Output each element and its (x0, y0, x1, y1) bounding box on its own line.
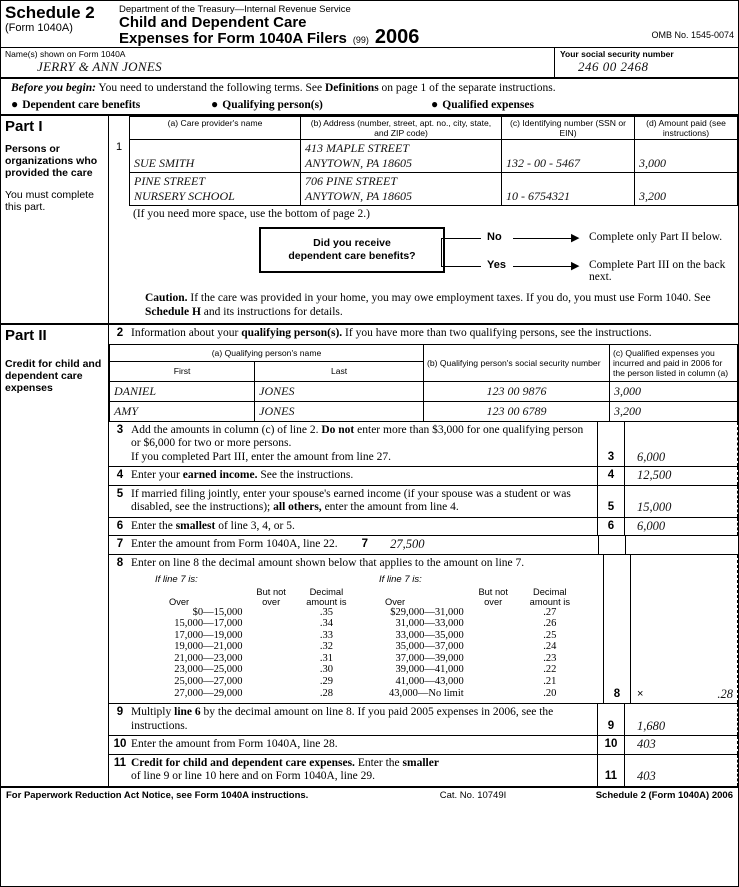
lead-line-no-2 (513, 238, 573, 239)
arrow-icon: ▶ (571, 260, 580, 272)
dec-value-l0: .35 (319, 606, 333, 618)
bullet-icon: ● (431, 97, 439, 111)
dec-value-r6: .21 (543, 676, 557, 688)
dec-value-r7: .20 (543, 687, 557, 699)
dec-range-l1: 15,000—17,000 (174, 618, 243, 630)
line-7-amount-spacer (625, 536, 738, 554)
line-11-row (109, 754, 738, 786)
form-title-line1: Child and Dependent Care (119, 14, 307, 31)
line-9-box-number: 9 (597, 704, 624, 735)
decimal-left-column (155, 573, 355, 699)
line-6-row (109, 517, 738, 536)
table-row (109, 173, 738, 206)
q-last-header: Last (255, 361, 424, 381)
form-title-block (113, 4, 614, 47)
part-1-label (1, 116, 109, 323)
qperson-2-ssn[interactable]: 123 00 6789 (423, 401, 609, 421)
provider-2-name[interactable] (130, 173, 301, 206)
definitions-bold: Definitions (325, 82, 379, 94)
provider-1-name[interactable]: SUE SMITH (130, 140, 301, 173)
qperson-2-last[interactable]: JONES (255, 401, 424, 421)
dec-value-l2: .33 (319, 629, 333, 641)
name-value: JERRY & ANN JONES (37, 59, 162, 74)
line-7-amount[interactable]: 27,500 (390, 537, 425, 551)
dec-value-l1: .34 (319, 618, 333, 630)
dec-over-header: Over (169, 596, 190, 607)
care-provider-table (109, 116, 738, 206)
provider-1-address[interactable] (301, 140, 502, 173)
provider-2-name-line1: PINE STREET (134, 174, 205, 188)
dec-range-r3: 35,000—37,000 (395, 641, 464, 653)
provider-2-id[interactable]: 10 - 6754321 (502, 173, 635, 206)
schedule-form-ref: (Form 1040A) (5, 22, 73, 34)
table-row (379, 618, 579, 630)
line-11-number: 11 (113, 756, 127, 769)
form-title-line2: Expenses for Form 1040A Filers (119, 30, 347, 47)
q-col-a-header: (a) Qualifying person's name (110, 344, 424, 361)
table-row (379, 664, 579, 676)
line-7-number: 7 (116, 538, 124, 550)
table-header-row (110, 344, 738, 361)
dec-range-r2: 33,000—35,000 (395, 629, 464, 641)
line-9-row (109, 703, 738, 735)
line-3-number: 3 (116, 423, 124, 436)
provider-2-address-line1: 706 PINE STREET (305, 174, 397, 188)
caution-label: Caution. (145, 292, 188, 304)
part-1-title: Part I (5, 118, 43, 135)
line-3-amount[interactable]: 6,000 (624, 422, 738, 467)
col-d-header: (d) Amount paid (see instructions) (635, 117, 738, 140)
bullet-icon: ● (11, 97, 19, 111)
table-row (379, 653, 579, 665)
part-1-section (1, 114, 738, 323)
answer-no-label[interactable]: No (487, 231, 502, 243)
term-bullets (1, 96, 738, 114)
table-row (379, 630, 579, 642)
dec-value-r3: .24 (543, 641, 557, 653)
dec-butnot-header: But not over (256, 586, 286, 607)
q-col-b-header: (b) Qualifying person's social security number (423, 344, 609, 381)
line-10-number: 10 (113, 738, 127, 751)
table-row (155, 688, 355, 700)
table-row (379, 607, 579, 619)
qperson-1-last[interactable]: JONES (255, 381, 424, 401)
arrow-icon: ▶ (571, 232, 580, 244)
line-9-number: 9 (116, 706, 124, 719)
line-9-amount[interactable]: 1,680 (624, 704, 738, 735)
line-8-number: 8 (116, 556, 124, 569)
line-4-number: 4 (116, 469, 124, 481)
qperson-2-expenses[interactable]: 3,200 (610, 401, 738, 421)
ssn-caption: Your social security number (560, 49, 674, 59)
schedule-title: Schedule 2 (5, 3, 95, 22)
line-11-text: Credit for child and dependent care expenses. Enter the smaller of line 9 or line 10 here and on Form 1040A, line 29. (131, 756, 439, 783)
lead-line-vertical (441, 238, 443, 266)
dec-decimal-header: Decimal amount is (306, 586, 347, 607)
decimal-amount-table (131, 570, 599, 701)
line-10-row (109, 735, 738, 754)
table-header-row (379, 587, 579, 607)
dec-range-l7: 27,000—29,000 (174, 687, 243, 699)
dec-butnot-header-2: But not over (478, 586, 508, 607)
line-8-text: Enter on line 8 the decimal amount shown below that applies to the amount on line 7. (131, 556, 525, 569)
line-7-text (131, 536, 598, 554)
decimal-left-table (155, 587, 355, 700)
qperson-1-expenses[interactable]: 3,000 (610, 381, 738, 401)
dec-range-r7: 43,000—No limit (389, 687, 464, 699)
form-footer (1, 786, 738, 803)
more-space-note: (If you need more space, use the bottom of page 2.) (133, 208, 370, 220)
table-header-row (109, 117, 738, 140)
schedule-h-bold: Schedule H (145, 305, 201, 318)
q-first-header: First (110, 361, 255, 381)
before-you-begin (1, 79, 738, 96)
dec-range-r5: 39,000—41,000 (395, 664, 464, 676)
dec-range-l0: $0—15,000 (192, 606, 243, 618)
line-5-text: If married filing jointly, enter your spouse's earned income (if your spouse was a student or was disabled, see the instructions); all others, enter the amount from line 4. (131, 487, 571, 513)
nn-marker: (99) (352, 35, 369, 45)
dec-value-r5: .22 (543, 664, 557, 676)
line-4-text: Enter your earned income. See the instructions. (131, 469, 354, 481)
table-row (379, 676, 579, 688)
line-11-amount[interactable]: 403 (624, 755, 738, 786)
dec-value-l6: .29 (319, 676, 333, 688)
bullet-icon: ● (211, 97, 219, 111)
line-7-row (109, 535, 738, 554)
line-6-amount[interactable]: 6,000 (624, 518, 738, 536)
dec-value-r1: .26 (543, 618, 557, 630)
dec-range-r1: 31,000—33,000 (395, 618, 464, 630)
table-row (155, 664, 355, 676)
no-result-text: Complete only Part II below. (589, 231, 723, 243)
line-3-box-number: 3 (597, 422, 624, 467)
line-10-amount[interactable]: 403 (624, 736, 738, 754)
table-row (155, 676, 355, 688)
line-1-number: 1 (115, 140, 123, 153)
qperson-2-first[interactable]: AMY (110, 401, 255, 421)
part-2-label (1, 325, 109, 786)
decimal-left-if-label: If line 7 is: (155, 574, 198, 585)
provider-2-address[interactable] (301, 173, 502, 206)
part-1-description: Persons or organizations who provided the care (5, 143, 98, 179)
provider-1-id[interactable]: 132 - 00 - 5467 (502, 140, 635, 173)
line-6-box-number: 6 (597, 518, 624, 536)
lead-line-no (441, 238, 481, 239)
provider-1-address-line2: ANYTOWN, PA 18605 (305, 156, 413, 170)
line-8-body (131, 555, 603, 704)
dec-range-r6: 41,000—43,000 (395, 676, 464, 688)
provider-1-amount[interactable]: 3,000 (635, 140, 738, 173)
line-9-text: Multiply line 6 by the decimal amount on line 8. If you paid 2005 expenses in 2006, see the instructions. (131, 706, 554, 732)
benefits-question-block (109, 223, 738, 289)
col-a-header: (a) Care provider's name (130, 117, 301, 140)
benefits-question-line1: Did you receive (313, 237, 391, 249)
department-line: Department of the Treasury—Internal Revenue Service (119, 4, 351, 15)
qperson-1-ssn[interactable]: 123 00 9876 (423, 381, 609, 401)
footer-left: For Paperwork Reduction Act Notice, see Form 1040A instructions. (6, 789, 309, 801)
form-header (1, 1, 738, 47)
line-5-row (109, 485, 738, 517)
line-6-number: 6 (116, 519, 124, 532)
line-3-text: Add the amounts in column (c) of line 2. Do not enter more than $3,000 for one qualifying person or $6,000 for two or more persons. If you completed Part III, enter the amount from line 27. (131, 423, 584, 463)
decimal-right-if-label: If line 7 is: (379, 574, 422, 585)
name-caption: Name(s) shown on Form 1040A (5, 49, 126, 59)
provider-2-name-line2: NURSERY SCHOOL (134, 189, 235, 203)
line-2-number: 2 (116, 327, 124, 339)
line-3-row (109, 422, 738, 467)
table-header-row (155, 587, 355, 607)
provider-1-address-line1: 413 MAPLE STREET (305, 141, 409, 155)
line-5-amount[interactable]: 15,000 (624, 486, 738, 517)
dec-value-l3: .32 (319, 641, 333, 653)
part-1-note: You must complete this part. (5, 189, 94, 213)
caution-text-2: and its instructions for details. (200, 305, 343, 318)
yes-result-text: Complete Part III on the back next. (589, 259, 726, 283)
lead-line-yes (441, 266, 481, 267)
dec-range-l3: 19,000—21,000 (174, 641, 243, 653)
caution-text-1: If the care was provided in your home, you may owe employment taxes. If you do, you must use Form 1040. See (187, 292, 711, 304)
dec-range-l5: 23,000—25,000 (174, 664, 243, 676)
tax-year: 2006 (374, 26, 420, 48)
dec-over-header-2: Over (385, 596, 406, 607)
table-row (155, 641, 355, 653)
bullet-label-0: Dependent care benefits (22, 98, 141, 111)
bullet-label-2: Qualified expenses (442, 98, 534, 111)
line-10-box-number: 10 (597, 736, 624, 754)
line-8-row (109, 554, 738, 704)
footer-right: Schedule 2 (Form 1040A) 2006 (595, 789, 733, 801)
dec-range-r4: 37,000—39,000 (395, 652, 464, 664)
dec-value-r2: .25 (543, 629, 557, 641)
before-you-begin-label: Before you begin: (11, 82, 96, 94)
lead-line-yes-2 (513, 266, 573, 267)
qperson-1-first[interactable]: DANIEL (110, 381, 255, 401)
col-b-header: (b) Address (number, street, apt. no., city, state, and ZIP code) (301, 117, 502, 140)
name-ssn-band (1, 47, 738, 79)
col-c-header: (c) Identifying number (SSN or EIN) (502, 117, 635, 140)
table-row (379, 688, 579, 700)
q-col-c-header: (c) Qualified expenses you incurred and paid in 2006 for the person listed in column (a) (610, 344, 738, 381)
dec-value-l4: .31 (319, 652, 333, 664)
answer-yes-label[interactable]: Yes (487, 259, 506, 271)
line-7-box-spacer (598, 536, 625, 554)
table-row (110, 381, 738, 401)
decimal-right-table (379, 587, 579, 700)
line-7-inline-number: 7 (361, 538, 369, 550)
dec-range-l6: 25,000—27,000 (174, 676, 243, 688)
dec-value-l5: .30 (319, 664, 333, 676)
table-row (379, 641, 579, 653)
benefits-question-line2: dependent care benefits? (288, 250, 416, 262)
line-11-box-number: 11 (597, 755, 624, 786)
dec-value-r0: .27 (543, 606, 557, 618)
part-1-body (109, 116, 738, 323)
caution-note (109, 289, 738, 323)
line-7-label: Enter the amount from Form 1040A, line 22. (131, 538, 338, 550)
omb-number: OMB No. 1545-0074 (651, 30, 734, 40)
ssn-field-cell[interactable] (555, 48, 738, 77)
name-field-cell[interactable] (1, 48, 555, 77)
decimal-right-column (355, 573, 579, 699)
line-4-amount[interactable]: 12,500 (624, 467, 738, 485)
line-4-box-number: 4 (597, 467, 624, 485)
line-8-amount: .28 (717, 686, 733, 701)
dec-value-r4: .23 (543, 652, 557, 664)
part-2-section (1, 323, 738, 786)
line-2-bold: qualifying person(s). (241, 327, 343, 339)
part-2-body (109, 325, 738, 786)
line-10-text: Enter the amount from Form 1040A, line 28. (131, 738, 338, 751)
line-4-row (109, 466, 738, 485)
multiply-symbol: × (637, 687, 644, 700)
qualifying-person-table (109, 344, 738, 422)
provider-2-amount[interactable]: 3,200 (635, 173, 738, 206)
footer-catalog-number: Cat. No. 10749I (439, 789, 507, 801)
part-2-description: Credit for child and dependent care expenses (5, 358, 102, 394)
line-8-amount-cell[interactable] (630, 555, 738, 704)
line-2-text-2: If you have more than two qualifying persons, see the instructions. (342, 327, 652, 339)
table-row (155, 653, 355, 665)
dec-value-l7: .28 (319, 687, 333, 699)
dec-decimal-header-2: Decimal amount is (529, 586, 570, 607)
bullet-label-1: Qualifying person(s) (222, 98, 323, 111)
dec-range-l2: 17,000—19,000 (174, 629, 243, 641)
line-8-box-number: 8 (603, 555, 630, 704)
dec-range-l4: 21,000—23,000 (174, 652, 243, 664)
line-2-intro (109, 325, 738, 343)
line-5-number: 5 (116, 487, 124, 500)
provider-2-address-line2: ANYTOWN, PA 18605 (305, 189, 413, 203)
line-5-box-number: 5 (597, 486, 624, 517)
benefits-question-box (259, 227, 445, 273)
table-row (109, 140, 738, 173)
before-you-begin-text2: on page 1 of the separate instructions. (378, 82, 556, 94)
before-you-begin-text: You need to understand the following terms. See (98, 82, 325, 94)
table-row (155, 618, 355, 630)
line-6-text: Enter the smallest of line 3, 4, or 5. (131, 519, 295, 532)
line-2-text-1: Information about your (131, 327, 242, 339)
table-row (155, 630, 355, 642)
part-2-title: Part II (5, 327, 47, 344)
dec-range-r0: $29,000—31,000 (390, 606, 464, 618)
ssn-value: 246 00 2468 (578, 59, 649, 74)
schedule-identifier (5, 4, 113, 34)
table-row (110, 401, 738, 421)
table-row (155, 607, 355, 619)
